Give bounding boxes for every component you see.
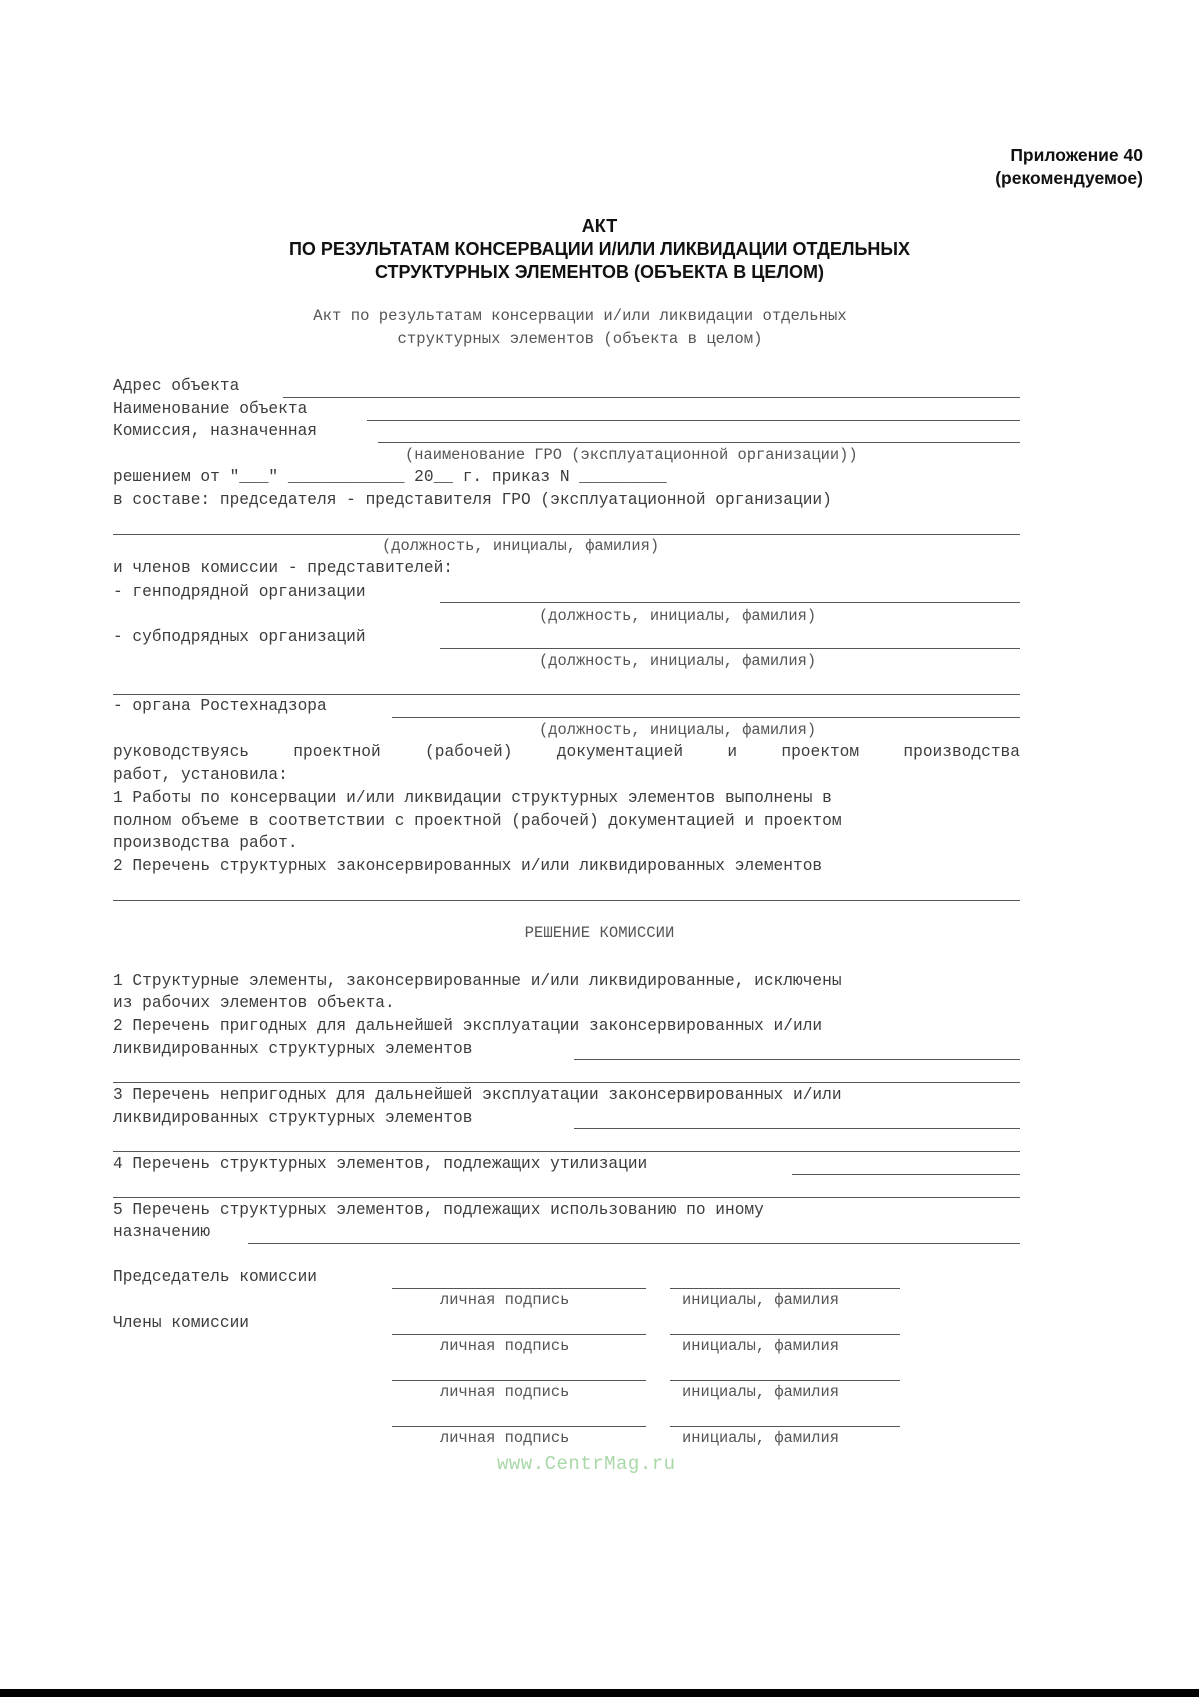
document-subtitle	[120, 305, 1040, 351]
subcontractors-label: - субподрядных организаций	[113, 628, 366, 646]
member2-signature-caption: личная подпись	[440, 1383, 570, 1401]
title-line-1: АКТ	[581, 216, 618, 236]
general-contractor-caption: (должность, инициалы, фамилия)	[539, 607, 817, 625]
decision-heading: РЕШЕНИЕ КОМИССИИ	[524, 924, 675, 942]
decision2-line-2: ликвидированных структурных элементов	[113, 1040, 473, 1058]
rostekhnadzor-label: - органа Ростехнадзора	[113, 697, 327, 715]
chairman-signature-caption: личная подпись	[440, 1291, 570, 1309]
watermark: www.CentrMag.ru	[497, 1453, 676, 1475]
member1-signature-caption: личная подпись	[440, 1337, 570, 1355]
decision2-extra-field[interactable]	[113, 1082, 1020, 1083]
member1-name-caption: инициалы, фамилия	[682, 1337, 840, 1355]
word: и	[727, 743, 738, 761]
members-label: и членов комиссии - представителей:	[113, 559, 453, 577]
gro-caption: (наименование ГРО (эксплуатационной организации))	[405, 446, 858, 464]
chairman-position-field[interactable]	[113, 534, 1020, 535]
member3-signature-field[interactable]	[392, 1426, 646, 1427]
decision-date-line[interactable]: решением от "___" ____________ 20__ г. приказ N _________	[113, 468, 667, 486]
subtitle-line-2: структурных элементов (объекта в целом)	[397, 330, 763, 348]
rostekhnadzor-field[interactable]	[392, 717, 1020, 718]
word: производства	[903, 743, 1020, 761]
general-contractor-field[interactable]	[440, 602, 1020, 603]
appendix-label	[995, 144, 1143, 190]
members-sign-label: Члены комиссии	[113, 1314, 249, 1332]
member2-name-caption: инициалы, фамилия	[682, 1383, 840, 1401]
decision5-line-2: назначению	[113, 1223, 211, 1241]
item2-field[interactable]	[113, 900, 1020, 901]
decision1-line-2: из рабочих элементов объекта.	[113, 994, 395, 1012]
decision3-line-1: 3 Перечень непригодных для дальнейшей эксплуатации законсервированных и/или	[113, 1086, 842, 1104]
item2-line: 2 Перечень структурных законсервированных и/или ликвидированных элементов	[113, 857, 823, 875]
decision2-field[interactable]	[574, 1059, 1020, 1060]
member2-signature-field[interactable]	[392, 1380, 646, 1381]
decision3-line-2: ликвидированных структурных элементов	[113, 1109, 473, 1127]
member1-name-field[interactable]	[670, 1334, 900, 1335]
chairman-name-caption: инициалы, фамилия	[682, 1291, 840, 1309]
word: документацией	[556, 743, 684, 761]
guided-line-2: работ, установила:	[113, 766, 288, 784]
title-line-3: СТРУКТУРНЫХ ЭЛЕМЕНТОВ (ОБЪЕКТА В ЦЕЛОМ)	[374, 262, 825, 282]
word: (рабочей)	[425, 743, 513, 761]
item1-line-1: 1 Работы по консервации и/или ликвидации структурных элементов выполнены в	[113, 789, 832, 807]
address-field[interactable]	[283, 397, 1020, 398]
member3-name-caption: инициалы, фамилия	[682, 1429, 840, 1447]
item1-line-2: полном объеме в соответствии с проектной (рабочей) документацией и проектом	[113, 812, 842, 830]
chairman-label: Председатель комиссии	[113, 1268, 317, 1286]
commission-label: Комиссия, назначенная	[113, 422, 317, 440]
word: руководствуясь	[113, 743, 249, 761]
decision2-line-1: 2 Перечень пригодных для дальнейшей эксплуатации законсервированных и/или	[113, 1017, 823, 1035]
subcontractors-caption: (должность, инициалы, фамилия)	[539, 652, 817, 670]
word: проектной	[293, 743, 381, 761]
member1-signature-field[interactable]	[392, 1334, 646, 1335]
guided-line-1	[113, 742, 1020, 762]
document-title	[0, 215, 1199, 284]
decision3-extra-field[interactable]	[113, 1151, 1020, 1152]
member3-name-field[interactable]	[670, 1426, 900, 1427]
decision5-field[interactable]	[248, 1243, 1020, 1244]
appendix-type: (рекомендуемое)	[995, 168, 1143, 188]
general-contractor-label: - генподрядной организации	[113, 583, 366, 601]
chairman-name-field[interactable]	[670, 1288, 900, 1289]
decision1-line-1: 1 Структурные элементы, законсервированные и/или ликвидированные, исключены	[113, 972, 842, 990]
object-name-label: Наименование объекта	[113, 400, 308, 418]
decision4-line: 4 Перечень структурных элементов, подлежащих утилизации	[113, 1155, 648, 1173]
word: проектом	[781, 743, 860, 761]
object-name-field[interactable]	[367, 420, 1020, 421]
item1-line-3: производства работ.	[113, 834, 298, 852]
member2-name-field[interactable]	[670, 1380, 900, 1381]
decision5-line-1: 5 Перечень структурных элементов, подлежащих использованию по иному	[113, 1201, 764, 1219]
chairman-signature-field[interactable]	[392, 1288, 646, 1289]
decision4-field[interactable]	[792, 1174, 1020, 1175]
address-label: Адрес объекта	[113, 377, 240, 395]
bottom-edge-bar	[0, 1689, 1199, 1697]
composition-label: в составе: председателя - представителя ГРО (эксплуатационной организации)	[113, 491, 832, 509]
subcontractors-field[interactable]	[440, 648, 1020, 649]
decision4-extra-field[interactable]	[113, 1197, 1020, 1198]
position-caption: (должность, инициалы, фамилия)	[382, 537, 660, 555]
decision3-field[interactable]	[574, 1128, 1020, 1129]
member3-signature-caption: личная подпись	[440, 1429, 570, 1447]
subtitle-line-1: Акт по результатам консервации и/или ликвидации отдельных	[313, 307, 847, 325]
appendix-number: Приложение 40	[1010, 145, 1143, 165]
subcontractors-extra-field[interactable]	[113, 694, 1020, 695]
commission-field[interactable]	[378, 442, 1020, 443]
rostekhnadzor-caption: (должность, инициалы, фамилия)	[539, 721, 817, 739]
title-line-2: ПО РЕЗУЛЬТАТАМ КОНСЕРВАЦИИ И/ИЛИ ЛИКВИДАЦИИ ОТДЕЛЬНЫХ	[288, 239, 911, 259]
